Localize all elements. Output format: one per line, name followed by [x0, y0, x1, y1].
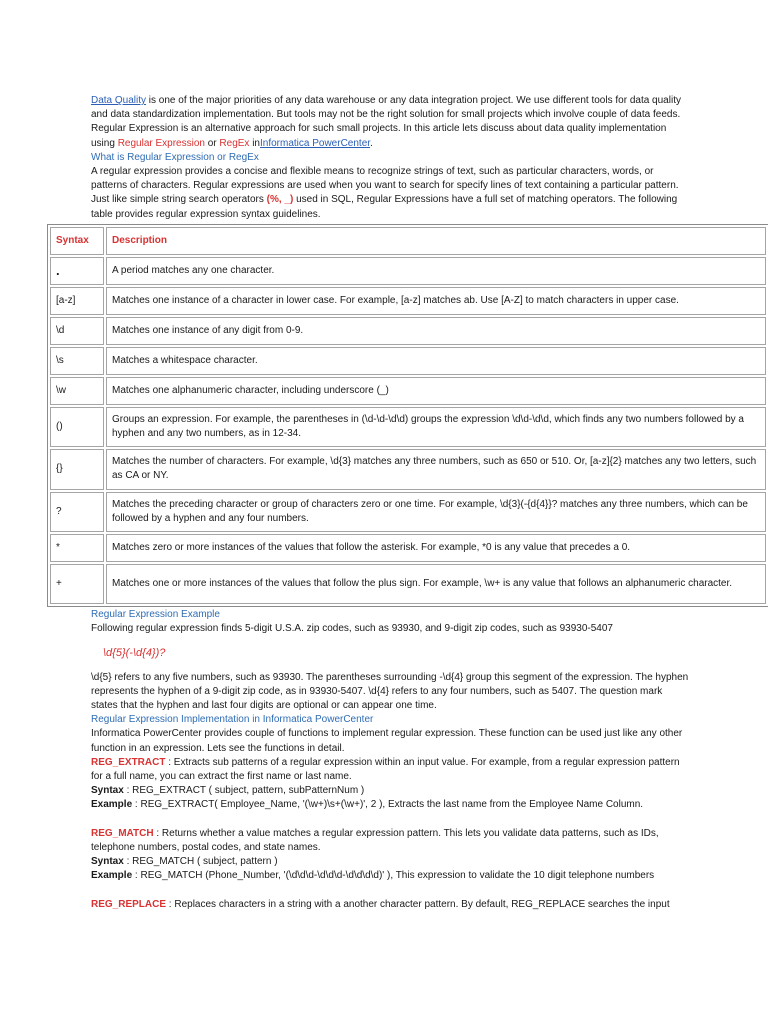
informatica-powercenter-link[interactable]: Informatica PowerCenter	[259, 137, 371, 149]
regex-highlight: Regular Expression	[117, 137, 205, 149]
operators-paragraph: Just like simple string search operators (%, _) used in SQL, Regular Expressions have a full set of matching operators. The following table provides regular expression syntax guidelines.	[91, 194, 678, 220]
syntax-cell: {}	[50, 449, 104, 489]
article-body	[56, 94, 757, 912]
header-syntax: Syntax	[50, 227, 104, 255]
section-heading-what-is-regex: What is Regular Expression or RegEx	[91, 151, 259, 163]
reg-replace-name: REG_REPLACE	[91, 898, 167, 910]
table-row	[50, 287, 766, 315]
header-description: Description	[106, 227, 766, 255]
syntax-cell: *	[50, 534, 104, 562]
spacer	[91, 884, 691, 898]
table-row	[50, 377, 766, 405]
table-row	[50, 257, 766, 285]
spacer	[91, 813, 691, 827]
description-cell: Matches one instance of any digit from 0-9.	[106, 317, 766, 345]
table-row	[50, 564, 766, 604]
formula-explanation-paragraph: \d{5} refers to any five numbers, such as 93930. The parentheses surrounding -\d{4} group this segment of the expression. The hyphen represents the hyphen of a 9-digit zip code, as in 93930-5407. \d{4} refers to any four numbers, such as 5407. The question mark states that the hyphen and last four digits are optional or can appear one time.	[91, 671, 689, 712]
reg-extract-name: REG_EXTRACT	[91, 756, 166, 768]
table-row	[50, 317, 766, 345]
description-cell: Matches zero or more instances of the values that follow the asterisk. For example, *0 is any value that precedes a 0.	[106, 534, 766, 562]
zip-code-paragraph: Following regular expression finds 5-digit U.S.A. zip codes, such as 93930, and 9-digit zip codes, such as 93930-5407	[91, 623, 613, 635]
description-cell: Matches one or more instances of the values that follow the plus sign. For example, \w+ is any value that follows an alphanumeric character.	[106, 564, 766, 604]
reg-replace-description: REG_REPLACE : Replaces characters in a string with a another character pattern. By default, REG_REPLACE searches the input	[91, 898, 670, 910]
regex-definition-paragraph: A regular expression provides a concise and flexible means to recognize strings of text, such as particular characters, words, or patterns of characters. Regular expressions are used when you want to search for specify lines of text containing a particular pattern.	[91, 166, 679, 192]
syntax-cell: \s	[50, 347, 104, 375]
description-cell: Groups an expression. For example, the parentheses in (\d-\d-\d\d) groups the expression \d\d-\d\d, which finds any two numbers followed by a hyphen and any two numbers, as in 12-34.	[106, 407, 766, 447]
reg-match-name: REG_MATCH	[91, 827, 154, 839]
zip-code-regex-formula: \d{5}(-\d{4})?	[103, 647, 166, 660]
description-cell: Matches the preceding character or group of characters zero or one time. For example, \d{3}(-{d{4}}? matches any three numbers, which can be followed by a hyphen and any four numbers.	[106, 492, 766, 532]
intro-paragraph: Data Quality is one of the major priorities of any data warehouse or any data integration project. We use different tools for data quality and data standardization implementation. But tools may not be the right solution for small projects which involve couple of data feeds. Regular Expression is an alternative approach for such small projects. In this article lets discuss about data quality implementation using Regular Expression or RegEx inInformatica PowerCenter.	[91, 95, 681, 149]
table-row	[50, 534, 766, 562]
table-header-row	[50, 227, 766, 255]
syntax-cell: [a-z]	[50, 287, 104, 315]
reg-match-description: REG_MATCH : Returns whether a value matches a regular expression pattern. This lets you validate data patterns, such as IDs, telephone numbers, postal codes, and state names.	[91, 827, 659, 853]
syntax-cell: \d	[50, 317, 104, 345]
syntax-cell: ()	[50, 407, 104, 447]
syntax-cell: \w	[50, 377, 104, 405]
table-row	[50, 492, 766, 532]
reg-extract-description: REG_EXTRACT : Extracts sub patterns of a regular expression within an input value. For example, from a regular expression pattern for a full name, you can extract the first name or last name.	[91, 756, 680, 783]
description-cell: Matches the number of characters. For example, \d{3} matches any three numbers, such as 650 or 510. Or, [a-z]{2} matches any two letters, such as CA or NY.	[106, 449, 766, 489]
description-cell: Matches one alphanumeric character, including underscore (_)	[106, 377, 766, 405]
syntax-cell: ?	[50, 492, 104, 532]
description-cell: Matches a whitespace character.	[106, 347, 766, 375]
data-quality-link[interactable]: Data Quality	[91, 95, 147, 106]
section-heading-implementation: Regular Expression Implementation in Informatica PowerCenter	[91, 714, 374, 726]
table-row	[50, 407, 766, 447]
regex-syntax-table	[47, 224, 768, 607]
sql-operators: (%, _)	[266, 194, 294, 206]
reg-match-syntax: Syntax : REG_MATCH ( subject, pattern )	[91, 856, 278, 868]
reg-extract-syntax: Syntax : REG_EXTRACT ( subject, pattern, subPatternNum )	[91, 785, 365, 797]
table-row	[50, 449, 766, 489]
section-heading-regex-example: Regular Expression Example	[91, 609, 220, 621]
syntax-cell: +	[50, 564, 104, 604]
table-row	[50, 347, 766, 375]
description-cell: A period matches any one character.	[106, 257, 766, 285]
regex-short-highlight: RegEx	[219, 137, 250, 149]
implementation-paragraph: Informatica PowerCenter provides couple of functions to implement regular expression. These function can be used just like any other function in an expression. Lets see the functions in detail.	[91, 728, 683, 754]
reg-extract-example: Example : REG_EXTRACT( Employee_Name, '(\w+)\s+(\w+)', 2 ), Extracts the last name from the Employee Name Column.	[91, 799, 644, 811]
description-cell: Matches one instance of a character in lower case. For example, [a-z] matches ab. Use [A-Z] to match characters in upper case.	[106, 287, 766, 315]
syntax-cell: .	[50, 257, 104, 285]
reg-match-example: Example : REG_MATCH (Phone_Number, '(\d\d\d-\d\d\d-\d\d\d\d)' ), This expression to validate the 10 digit telephone numbers	[91, 870, 655, 882]
